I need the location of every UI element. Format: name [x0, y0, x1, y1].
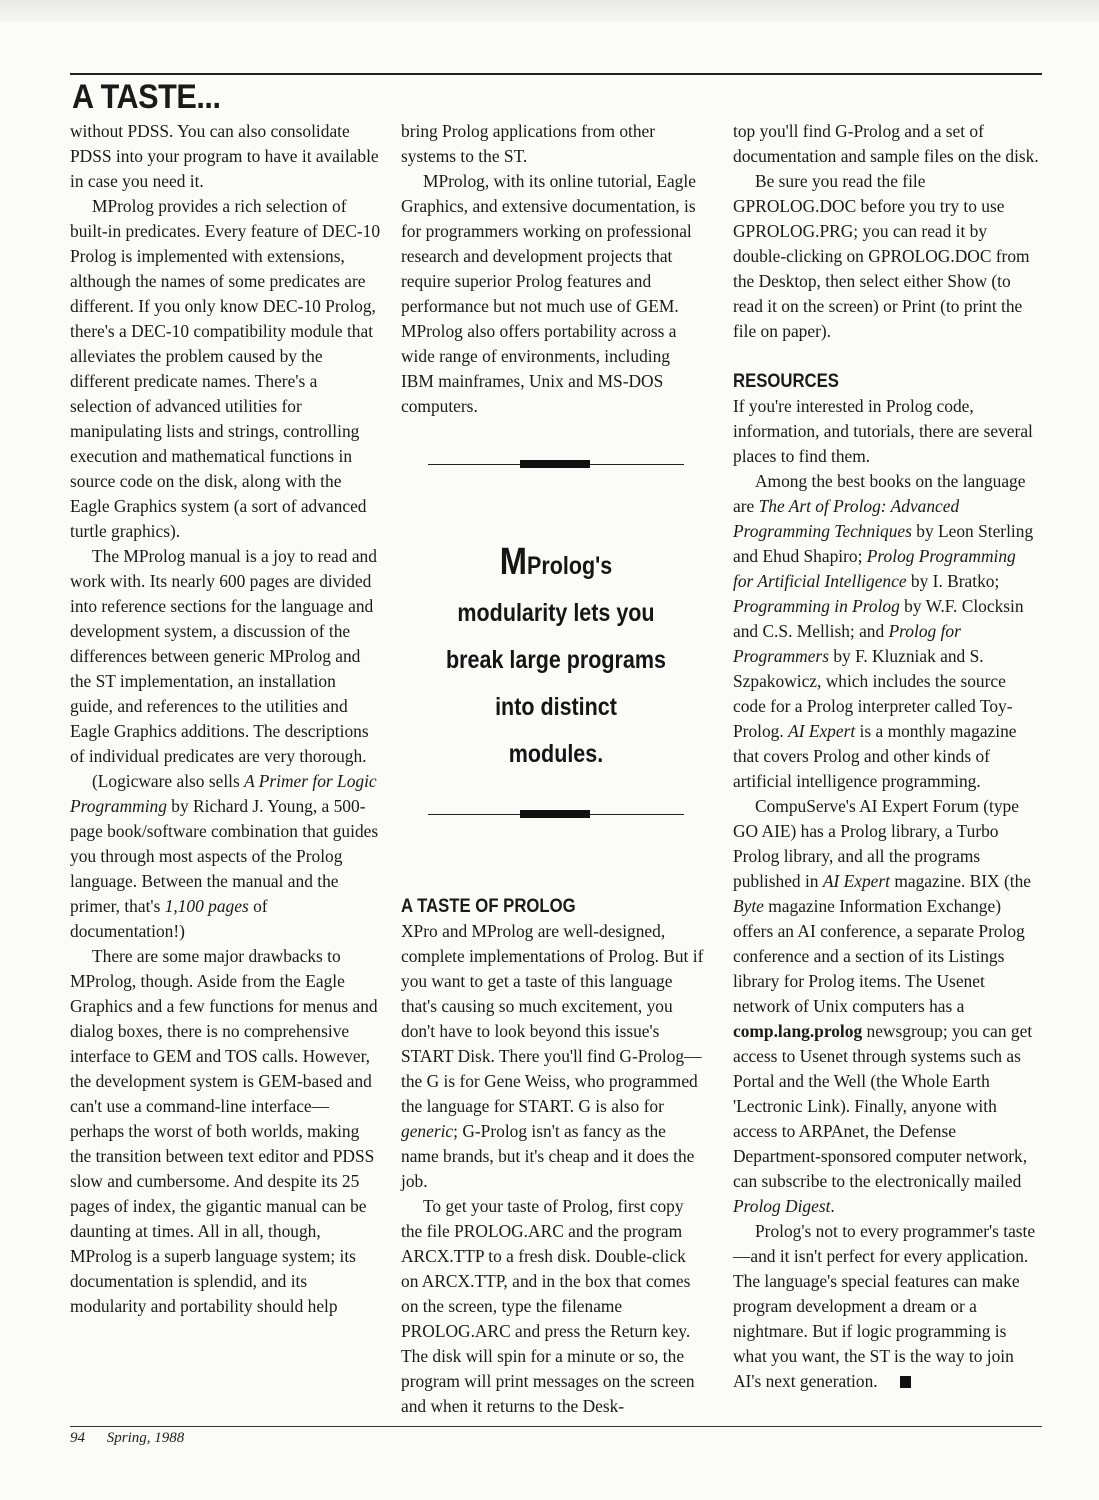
paragraph — [70, 769, 382, 944]
paragraph: top you'll find G-Prolog and a set of documentation and sample files on the disk. — [733, 121, 1039, 166]
book-title: Prolog Programming for Artificial Intelligence — [733, 546, 1016, 591]
paragraph: The MProlog manual is a joy to read and work with. Its nearly 600 pages are divided into reference sections for the language and development system, a discussion of the differences between generic MProlog and the ST implementation, an installation guide, and references to the utilities and Eagle Graphics additions. The descriptions of individual predicates are very thorough. — [70, 546, 377, 766]
text-run: ; G-Prolog isn't as fancy as the name brands, but it's cheap and it does the job. — [401, 1121, 695, 1191]
running-head: A TASTE... — [72, 78, 221, 116]
text-run: magazine Information Exchange) offers an AI conference, a separate Prolog conference and a section of its Listings library for Prolog items. The Usenet network of Unix computers has a — [733, 896, 1025, 1016]
text-run: by I. Bratko; — [906, 571, 1000, 591]
section-heading-taste-of-prolog: A TASTE OF PROLOG — [401, 896, 576, 917]
magazine-title: Prolog Digest — [733, 1196, 831, 1216]
pull-quote-line: modularity lets you — [457, 599, 655, 627]
pull-quote-line: into distinct — [495, 693, 617, 721]
pull-quote-line: break large programs — [446, 646, 666, 674]
paragraph: MProlog provides a rich selection of built-in predicates. Every feature of DEC-10 Prolog is implemented with extensions, although the names of some predicates are different. If you only know DEC-10 Prolog, there's a DEC-10 compatibility module that alleviates the problem caused by the different predicate names. There's a selection of advanced utilities for manipulating lists and strings, controlling execution and mathematical functions in source code on the disk, along with the Eagle Graphics system (a sort of advanced turtle graphics). — [70, 196, 381, 541]
book-title: Prolog for Programmers — [733, 621, 961, 666]
header-rule — [70, 73, 1042, 75]
folio — [70, 1430, 184, 1447]
paragraph: Be sure you read the file GPROLOG.DOC before you try to use GPROLOG.PRG; you can read it by double-clicking on GPROLOG.DOC from the Desktop, then select either Show (to read it on the screen) or Print (to print the file on paper). — [733, 171, 1030, 341]
text-run: by F. Kluzniak and S. Szpakowicz, which includes the source code for a Prolog interpreter called Toy-Prolog. — [733, 646, 1013, 741]
paragraph — [733, 469, 1039, 794]
text-run: newsgroup; you can get access to Usenet through systems such as Portal and the Well (the Whole Earth 'Lectronic Link). Finally, anyone with access to ARPAnet, the Defense Department-sponsored computer network, can subscribe to the electronically mailed — [733, 1021, 1033, 1191]
emphasis: generic — [401, 1121, 454, 1141]
pull-quote-line: Prolog's — [527, 552, 613, 580]
magazine-title: AI Expert — [788, 721, 856, 741]
text-run: by Richard J. Young, a 500-page book/software combination that guides you through most aspects of the Prolog language. Between the manual and the primer, that's — [70, 796, 379, 916]
text-run: by W.F. Clocksin and C.S. Mellish; and — [733, 596, 1024, 641]
magazine-title: AI Expert — [822, 871, 890, 891]
book-title: Programming in Prolog — [733, 596, 900, 616]
text-run: Prolog's not to every programmer's taste—and it isn't perfect for every application. The language's special features can make program development a dream or a nightmare. But if logic programming is what you want, the ST is the way to join AI's next generation. — [733, 1221, 1036, 1391]
text-run: is a monthly magazine that covers Prolog and other kinds of artificial intelligence programming. — [733, 721, 1017, 791]
text-run: (Logicware also sells — [92, 771, 245, 791]
paragraph: without PDSS. You can also consolidate PDSS into your program to have it available in case you need it. — [70, 121, 379, 191]
magazine-title: Byte — [733, 896, 764, 916]
column-1 — [70, 119, 382, 1319]
text-run: by Leon Sterling and Ehud Shapiro; — [733, 521, 1034, 566]
paragraph — [733, 794, 1039, 1219]
paragraph: bring Prolog applications from other systems to the ST. — [401, 121, 656, 166]
book-title: The Art of Prolog: Advanced Programming Techniques — [733, 496, 960, 541]
pull-quote-initial: M — [499, 541, 528, 583]
text-run: magazine. BIX (the — [889, 871, 1031, 891]
text-run: . — [830, 1196, 835, 1216]
paragraph: If you're interested in Prolog code, information, and tutorials, there are several places to find them. — [733, 396, 1033, 466]
text-run: XPro and MProlog are well-designed, complete implementations of Prolog. But if you want to get a taste of this language that's causing so much excitement, you don't have to look beyond this issue's START Disk. There you'll find G-Prolog—the G is for Gene Weiss, who programmed the language for START. G is also for — [401, 921, 704, 1116]
end-of-article-mark — [900, 1376, 911, 1388]
pull-quote-line: modules. — [508, 740, 604, 768]
text-run: CompuServe's AI Expert Forum (type GO AIE) has a Prolog library, a Turbo Prolog library, and all the programs published in — [733, 796, 1019, 891]
footer-rule — [70, 1426, 1042, 1427]
pull-quote-rule-bottom — [428, 814, 684, 815]
paragraph: To get your taste of Prolog, first copy the file PROLOG.ARC and the program ARCX.TTP to a fresh disk. Double-click on ARCX.TTP, and in the box that comes on the screen, type the filename PROLOG.ARC and press the Return key. The disk will spin for a minute or so, the program will print messages on the screen and when it returns to the Desk- — [401, 1196, 695, 1416]
column-3 — [733, 119, 1039, 1394]
issue-date: Spring, 1988 — [106, 1430, 185, 1446]
paragraph: MProlog, with its online tutorial, Eagle Graphics, and extensive documentation, is for programmers working on professional research and development projects that require superior Prolog features and performance but not much use of GEM. MProlog also offers portability across a wide range of environments, including IBM mainframes, Unix and MS-DOS computers. — [401, 171, 696, 416]
paragraph — [401, 919, 707, 1194]
paragraph: There are some major drawbacks to MProlog, though. Aside from the Eagle Graphics and a few functions for menus and dialog boxes, there is no comprehensive interface to GEM and TOS calls. However, the development system is GEM-based and can't use a command-line interface—perhaps the worst of both worlds, making the transition between text editor and PDSS slow and cumbersome. And despite its 25 pages of index, the gigantic manual can be daunting at times. All in all, though, MProlog is a superb language system; its documentation is splendid, and its modularity and portability should help — [70, 946, 378, 1316]
text-run: of documentation!) — [70, 896, 268, 941]
emphasis: 1,100 pages — [164, 896, 249, 916]
paragraph — [733, 1219, 1039, 1394]
newsgroup-name: comp.lang.prolog — [733, 1021, 863, 1041]
pull-quote — [428, 455, 684, 825]
page-top-shading — [0, 0, 1099, 22]
book-title: A Primer for Logic Programming — [70, 771, 377, 816]
text-run: Among the best books on the language are — [733, 471, 1026, 516]
section-heading-resources: RESOURCES — [733, 371, 839, 392]
page-number: 94 — [70, 1430, 85, 1446]
pull-quote-text — [428, 539, 684, 778]
pull-quote-rule-top — [428, 464, 684, 465]
section-spacer — [733, 344, 1039, 369]
